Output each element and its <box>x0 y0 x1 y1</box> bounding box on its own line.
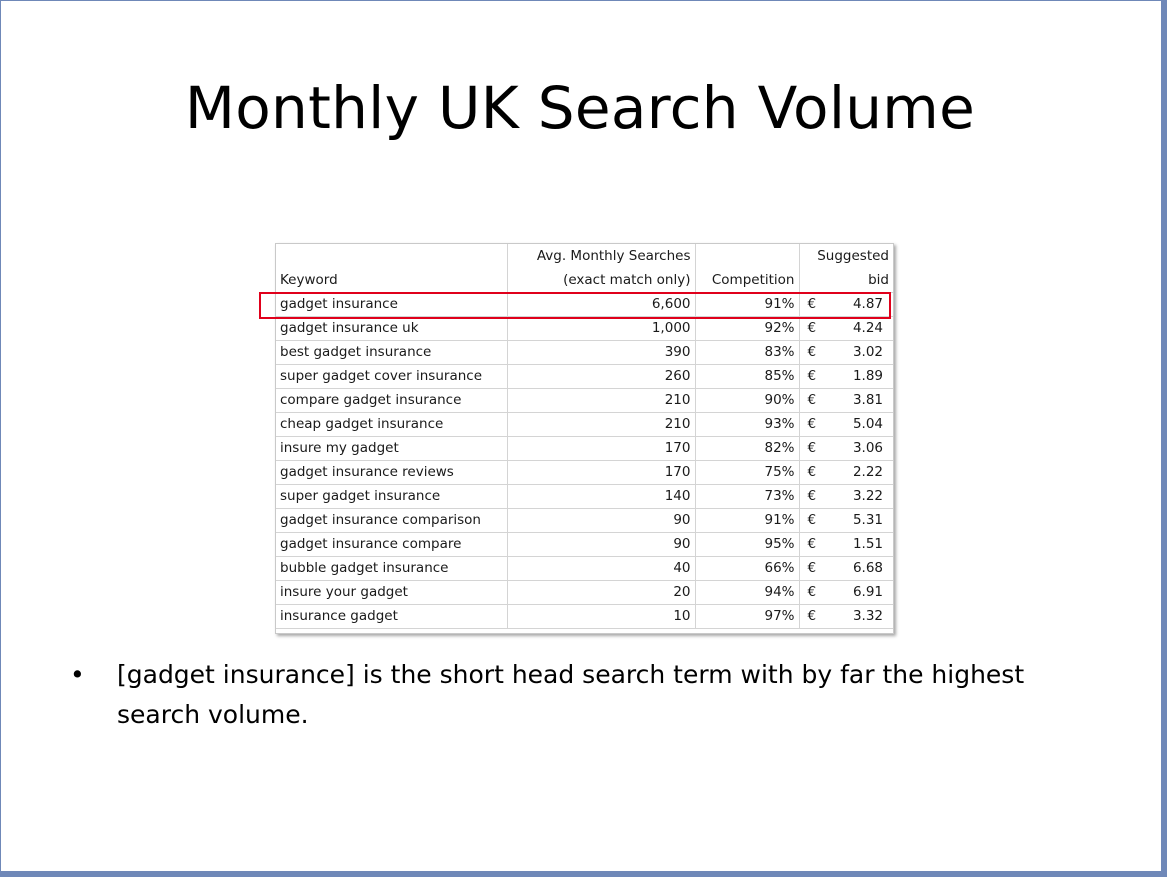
keyword-table <box>276 244 893 629</box>
cell-searches: 390 <box>507 341 695 365</box>
cell-competition: 90% <box>695 389 799 413</box>
currency-symbol: € <box>807 560 817 576</box>
keyword-table-image <box>275 243 894 634</box>
cell-suggested-bid <box>799 533 893 557</box>
cell-suggested-bid <box>799 437 893 461</box>
currency-symbol: € <box>807 584 817 600</box>
table-row <box>276 581 893 605</box>
cell-keyword: insure your gadget <box>276 581 507 605</box>
cell-searches: 90 <box>507 533 695 557</box>
bullet-text-line1: [gadget insurance] is the short head search term with by far the highest <box>117 660 1025 689</box>
cell-searches: 140 <box>507 485 695 509</box>
bullet-symbol: • <box>70 660 85 689</box>
table-row <box>276 533 893 557</box>
cell-searches: 170 <box>507 461 695 485</box>
table-row <box>276 341 893 365</box>
table-row <box>276 437 893 461</box>
bid-amount: 3.32 <box>852 608 883 624</box>
bid-amount: 3.02 <box>852 344 883 360</box>
cell-keyword: cheap gadget insurance <box>276 413 507 437</box>
bid-amount: 2.22 <box>852 464 883 480</box>
cell-keyword: gadget insurance reviews <box>276 461 507 485</box>
cell-searches: 210 <box>507 389 695 413</box>
cell-competition: 91% <box>695 293 799 317</box>
bullet-text-line2: search volume. <box>117 700 309 729</box>
currency-symbol: € <box>807 416 817 432</box>
cell-searches: 170 <box>507 437 695 461</box>
bid-amount: 5.31 <box>852 512 883 528</box>
table-row <box>276 389 893 413</box>
table-row <box>276 509 893 533</box>
currency-symbol: € <box>807 392 817 408</box>
cell-competition: 83% <box>695 341 799 365</box>
cell-searches: 10 <box>507 605 695 629</box>
bid-amount: 3.81 <box>852 392 883 408</box>
table-row <box>276 461 893 485</box>
bid-amount: 6.91 <box>852 584 883 600</box>
cell-keyword: insurance gadget <box>276 605 507 629</box>
cell-suggested-bid <box>799 461 893 485</box>
currency-symbol: € <box>807 368 817 384</box>
bid-amount: 3.22 <box>852 488 883 504</box>
bid-amount: 3.06 <box>852 440 883 456</box>
table-row <box>276 557 893 581</box>
bid-amount: 1.51 <box>852 536 883 552</box>
bid-amount: 6.68 <box>852 560 883 576</box>
currency-symbol: € <box>807 296 817 312</box>
table-row <box>276 365 893 389</box>
header-suggested-bid: Suggested bid <box>799 244 893 293</box>
cell-suggested-bid <box>799 389 893 413</box>
cell-keyword: gadget insurance comparison <box>276 509 507 533</box>
cell-competition: 75% <box>695 461 799 485</box>
cell-searches: 40 <box>507 557 695 581</box>
cell-competition: 95% <box>695 533 799 557</box>
cell-keyword: super gadget cover insurance <box>276 365 507 389</box>
bid-amount: 4.24 <box>852 320 883 336</box>
currency-symbol: € <box>807 464 817 480</box>
table-row <box>276 317 893 341</box>
cell-competition: 66% <box>695 557 799 581</box>
cell-competition: 85% <box>695 365 799 389</box>
table-row <box>276 293 893 317</box>
cell-suggested-bid <box>799 365 893 389</box>
cell-keyword: insure my gadget <box>276 437 507 461</box>
cell-competition: 93% <box>695 413 799 437</box>
currency-symbol: € <box>807 608 817 624</box>
cell-searches: 6,600 <box>507 293 695 317</box>
cell-keyword: gadget insurance uk <box>276 317 507 341</box>
table-row <box>276 605 893 629</box>
cell-suggested-bid <box>799 581 893 605</box>
table-row <box>276 413 893 437</box>
cell-suggested-bid <box>799 605 893 629</box>
header-avg-monthly-searches: Avg. Monthly Searches (exact match only) <box>507 244 695 293</box>
cell-competition: 73% <box>695 485 799 509</box>
cell-suggested-bid <box>799 413 893 437</box>
cell-competition: 97% <box>695 605 799 629</box>
cell-competition: 94% <box>695 581 799 605</box>
cell-suggested-bid <box>799 557 893 581</box>
cell-suggested-bid <box>799 317 893 341</box>
cell-searches: 260 <box>507 365 695 389</box>
cell-keyword: gadget insurance <box>276 293 507 317</box>
bid-amount: 4.87 <box>852 296 883 312</box>
cell-competition: 82% <box>695 437 799 461</box>
cell-searches: 90 <box>507 509 695 533</box>
slide-title: Monthly UK Search Volume <box>184 74 976 142</box>
currency-symbol: € <box>807 488 817 504</box>
cell-suggested-bid <box>799 485 893 509</box>
cell-keyword: bubble gadget insurance <box>276 557 507 581</box>
table-header-row <box>276 244 893 293</box>
header-keyword: Keyword <box>276 244 507 293</box>
cell-suggested-bid <box>799 341 893 365</box>
table-row <box>276 485 893 509</box>
bullet-item <box>70 655 1070 735</box>
cell-suggested-bid <box>799 293 893 317</box>
currency-symbol: € <box>807 320 817 336</box>
cell-searches: 20 <box>507 581 695 605</box>
bullet-list <box>70 655 1070 735</box>
bid-amount: 5.04 <box>852 416 883 432</box>
cell-searches: 1,000 <box>507 317 695 341</box>
header-competition: Competition <box>695 244 799 293</box>
cell-suggested-bid <box>799 509 893 533</box>
cell-competition: 92% <box>695 317 799 341</box>
currency-symbol: € <box>807 536 817 552</box>
cell-keyword: best gadget insurance <box>276 341 507 365</box>
cell-keyword: compare gadget insurance <box>276 389 507 413</box>
currency-symbol: € <box>807 440 817 456</box>
cell-keyword: super gadget insurance <box>276 485 507 509</box>
cell-keyword: gadget insurance compare <box>276 533 507 557</box>
cell-searches: 210 <box>507 413 695 437</box>
currency-symbol: € <box>807 512 817 528</box>
cell-competition: 91% <box>695 509 799 533</box>
bid-amount: 1.89 <box>852 368 883 384</box>
currency-symbol: € <box>807 344 817 360</box>
